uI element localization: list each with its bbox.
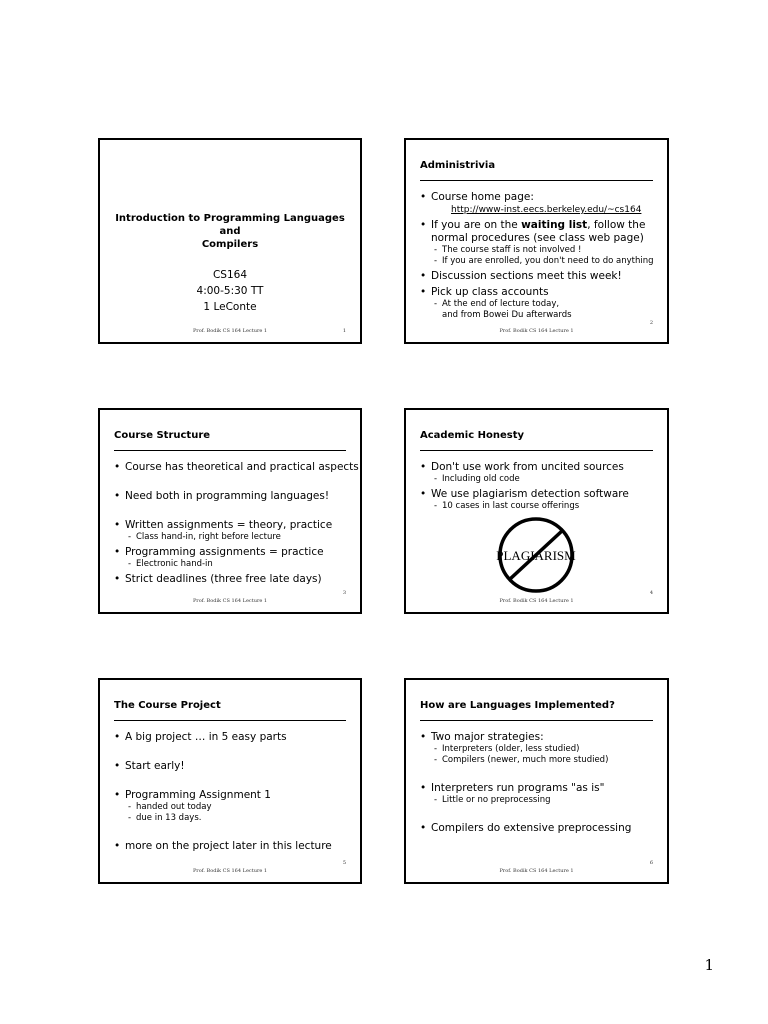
slide-footer: Prof. Bodik CS 164 Lecture 1 [192,868,268,874]
slide-2 [404,138,669,344]
sub-bullet: - The course staff is not involved ! [420,245,659,256]
bullet: • Two major strategies: [420,731,659,744]
lecture-time: 4:00-5:30 TT [196,285,264,297]
bullet: • Programming Assignment 1 [114,789,352,802]
sub-bullet: - handed out today [114,802,352,813]
no-plagiarism-icon [484,516,588,594]
sub-bullet: - Compilers (newer, much more studied) [420,755,659,766]
cover [100,212,360,315]
title-line-1: Introduction to Programming Languages and [115,213,345,237]
slide-title: Administrivia [420,160,496,171]
sub-bullet: - If you are enrolled, you don't need to do anything [420,256,659,267]
sub-bullet: - Little or no preprocessing [420,795,659,806]
title-rule [420,180,653,181]
plagiarism-label: PLAGIARISM [496,548,576,563]
slide-1 [98,138,362,344]
slide-footer: Prof. Bodik CS 164 Lecture 1 [192,328,268,334]
bullet: • We use plagiarism detection software [420,488,659,501]
slide-footer: Prof. Bodik CS 164 Lecture 1 [192,598,268,604]
waiting-post: , follow the normal procedures (see class web page) [431,219,646,244]
slide-4 [404,408,669,614]
sub-bullet: - Class hand-in, right before lecture [114,532,352,543]
slide-footer: Prof. Bodik CS 164 Lecture 1 [499,598,574,604]
bullet: • Need both in programming languages! [114,490,352,503]
bullet: • A big project … in 5 easy parts [114,731,352,744]
bullet-pickup: • Pick up class accounts [420,286,659,299]
slide-body [114,728,352,853]
slide-number: 3 [342,590,346,596]
title-rule [114,720,346,721]
slide-number: 4 [649,590,653,596]
bullet: • more on the project later in this lecture [114,840,352,853]
sub-bullet: - Including old code [420,474,659,485]
sub-bullet: - due in 13 days. [114,813,352,824]
slide-3 [98,408,362,614]
slide-number: 2 [649,320,653,326]
sub-bullet: - Electronic hand-in [114,559,352,570]
course-home-link[interactable]: http://www-inst.eecs.berkeley.edu/~cs164 [451,205,642,215]
slide-body [420,458,659,512]
slide-title: Course Structure [114,430,211,441]
bullet: • Start early! [114,760,352,773]
title-rule [420,450,653,451]
title-rule [114,450,346,451]
waiting-pre: If you are on the [431,219,522,231]
page-number: 1 [704,956,714,974]
slide-body [420,188,659,321]
slide-body [114,458,359,586]
slide-number: 5 [342,860,346,866]
slide-number: 6 [649,860,653,866]
slide-footer: Prof. Bodik CS 164 Lecture 1 [499,868,574,874]
bullet: • Written assignments = theory, practice [114,519,352,532]
bullet: • Interpreters run programs "as is" [420,782,659,795]
slide-title [100,212,360,251]
slide-5 [98,678,362,884]
bullet-waiting-list [420,219,659,245]
bullet: • Strict deadlines (three free late days) [114,573,352,586]
sub-bullet: - 10 cases in last course offerings [420,501,659,512]
sub-bullet: - At the end of lecture today, [420,299,659,310]
bullet: • Don't use work from uncited sources [420,461,659,474]
title-line-2: Compilers [201,239,259,250]
slide-footer: Prof. Bodik CS 164 Lecture 1 [499,328,574,334]
course-code: CS164 [212,269,248,281]
slide-body [420,728,659,835]
bullet-discussion: • Discussion sections meet this week! [420,270,659,283]
sub-bullet-continued: and from Bowei Du afterwards [442,310,572,320]
slide-6 [404,678,669,884]
slide-title: The Course Project [114,700,221,711]
title-rule [420,720,653,721]
slide-title: How are Languages Implemented? [420,700,615,711]
sub-bullet: - Interpreters (older, less studied) [420,744,659,755]
slide-number: 1 [342,328,346,334]
bullet-course-home: • Course home page: [420,191,659,204]
bullet: • Programming assignments = practice [114,546,352,559]
waiting-bold: waiting list [521,219,588,231]
lecture-room: 1 LeConte [203,301,257,313]
bullet: • Compilers do extensive preprocessing [420,822,659,835]
slide-title: Academic Honesty [420,430,525,441]
bullet: • Course has theoretical and practical aspects [114,461,352,474]
